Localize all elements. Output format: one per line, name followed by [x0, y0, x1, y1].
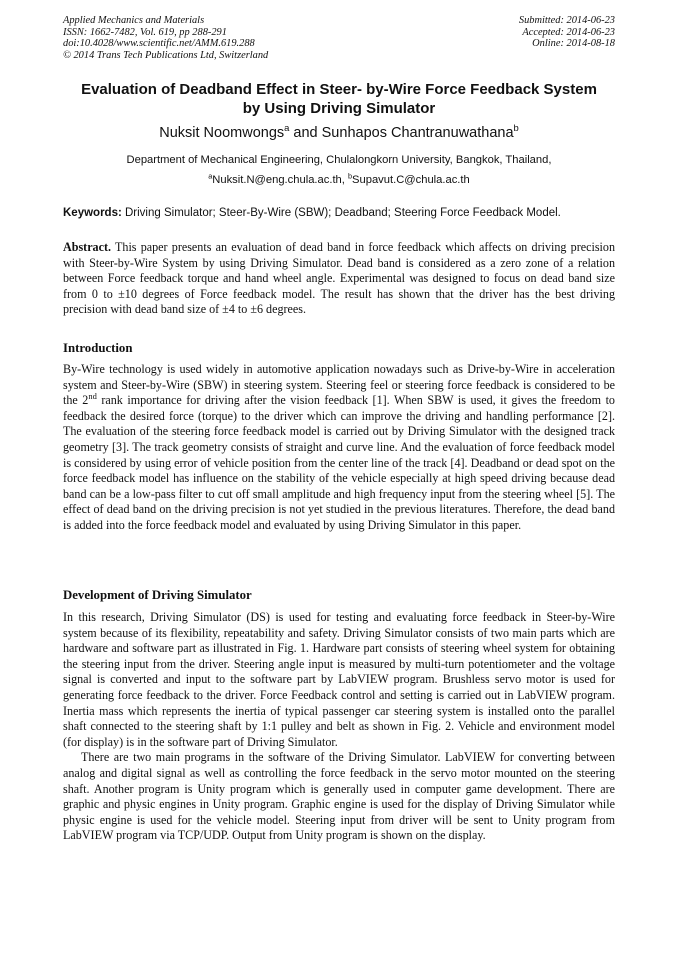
email-line	[30, 170, 648, 190]
email-a: Nuksit.N@eng.chula.ac.th,	[212, 174, 348, 186]
keywords	[63, 206, 623, 220]
doi-line: doi:10.4028/www.scientific.net/AMM.619.288	[63, 38, 255, 50]
introduction-superscript: nd	[88, 391, 97, 402]
email-b-mark: b	[348, 171, 353, 181]
title-line-2: by Using Driving Simulator	[242, 99, 436, 117]
author-connector: and	[289, 125, 322, 141]
abstract	[63, 240, 615, 318]
journal-header	[63, 15, 268, 61]
author-2-affil-mark: b	[513, 122, 519, 134]
copyright-line: © 2014 Trans Tech Publications Ltd, Switzerland	[63, 49, 269, 61]
introduction-body	[63, 362, 615, 534]
abstract-label: Abstract.	[63, 240, 112, 254]
development-heading: Development of Driving Simulator	[63, 588, 252, 602]
paper-title	[50, 81, 628, 118]
author-1-affil-mark: a	[284, 122, 290, 134]
author-list	[40, 124, 638, 142]
department-line: Department of Mechanical Engineering, Chulalongkorn University, Bangkok, Thailand,	[126, 154, 552, 166]
introduction-text-b: rank importance for driving after the vision feedback [1]. When SBW is used, it gives the freedom to feedback the desired force (torque) to the driver which can improve the driving and handling performance [2]. The evaluation of the steering force feedback model is carried out by Driving Simulator with the designed track geometry [3]. The track geometry consists of straight and curve line. And the evaluation of force feedback model is considered by using error of vehicle position from the center line of the track [4]. Deadband or dead spot on the force feedback model has influence on the stability of the vehicle especially at high speed driving because dead band can be a low-pass filter to cut off small amplitude and high frequency input from the steering wheel [5]. The effect of dead band on the driving precision is not yet studied in the previous literatures. Therefore, the dead band is added into the force feedback model and evaluated by using Driving Simulator in this paper.	[63, 393, 615, 532]
development-body	[63, 610, 615, 844]
development-paragraph-2: There are two main programs in the software of the Driving Simulator. LabVIEW for converting between analog and digital signal as well as controlling the force feedback in the servo motor mounted on the steering shaft. Another program is Unity program which is generally used in computer game development. There are graphic and physic engines in Unity program. Graphic engine is used for the display of Driving Simulator while physic engine is used for the vehicle model. Steering input from driver will be sent to Unity program from LabVIEW program via TCP/UDP. Output from Unity program is shown on the display.	[63, 750, 615, 843]
dates-header	[519, 15, 615, 50]
author-2: Sunhapos Chantranuwathana	[321, 125, 514, 141]
online-date: Online: 2014-08-18	[532, 38, 615, 50]
email-b: Supavut.C@chula.ac.th	[352, 174, 470, 186]
keywords-text: Driving Simulator; Steer-By-Wire (SBW); Deadband; Steering Force Feedback Model.	[121, 207, 561, 219]
abstract-text: This paper presents an evaluation of dead band in force feedback which affects on driving precision with Steer-by-Wire System by using Driving Simulator. Dead band is considered as a zero zone of a relation between Force feedback torque and hand wheel angle. Experimental was designed to focus on dead band size from 0 to ±10 degrees of Force feedback model. The result has shown that the driver has the best driving precision with dead band size of ±4 to ±6 degrees.	[63, 240, 615, 317]
submitted-date: Submitted: 2014-06-23	[518, 15, 615, 26]
development-paragraph-1: In this research, Driving Simulator (DS) is used for testing and evaluating force feedback in Steer-by-Wire system because of its flexibility, repeatability and safety. Driving Simulator consists of two main parts which are hardware and software part as illustrated in Fig. 1. Hardware part consists of steering wheel system for obtaining the steering input from the driver. Steering angle input is measured by multi-turn potentiometer and the voltage signal is converted and input to the software part by LabVIEW program. Brushless servo motor is used for generating force feedback to the driver. Force Feedback control and setting is carried out in LabVIEW program. Inertia mass which represents the inertia of typical passenger car steering system is installed onto the parallel shaft connected to the steering shaft by 1:1 pulley and belt as shown in Fig. 2. Vehicle and environment model (for display) is in the software part of Driving Simulator.	[63, 610, 615, 749]
journal-name: Applied Mechanics and Materials	[63, 15, 205, 26]
introduction-heading: Introduction	[63, 341, 133, 355]
accepted-date: Accepted: 2014-06-23	[522, 26, 615, 38]
issn-line: ISSN: 1662-7482, Vol. 619, pp 288-291	[63, 26, 227, 38]
title-line-1: Evaluation of Deadband Effect in Steer- by-Wire Force Feedback System	[81, 81, 597, 98]
author-1: Nuksit Noomwongs	[159, 125, 285, 141]
keywords-label: Keywords:	[63, 207, 122, 219]
affiliation	[30, 150, 648, 190]
introduction-text-a: By-Wire technology is used widely in automotive application nowadays such as Drive-by-Wire in acceleration system and Steer-by-Wire (SBW) in steering system. Steering feel or steering force feedback is considered to be the 2	[63, 362, 615, 408]
email-a-mark: a	[208, 171, 213, 181]
